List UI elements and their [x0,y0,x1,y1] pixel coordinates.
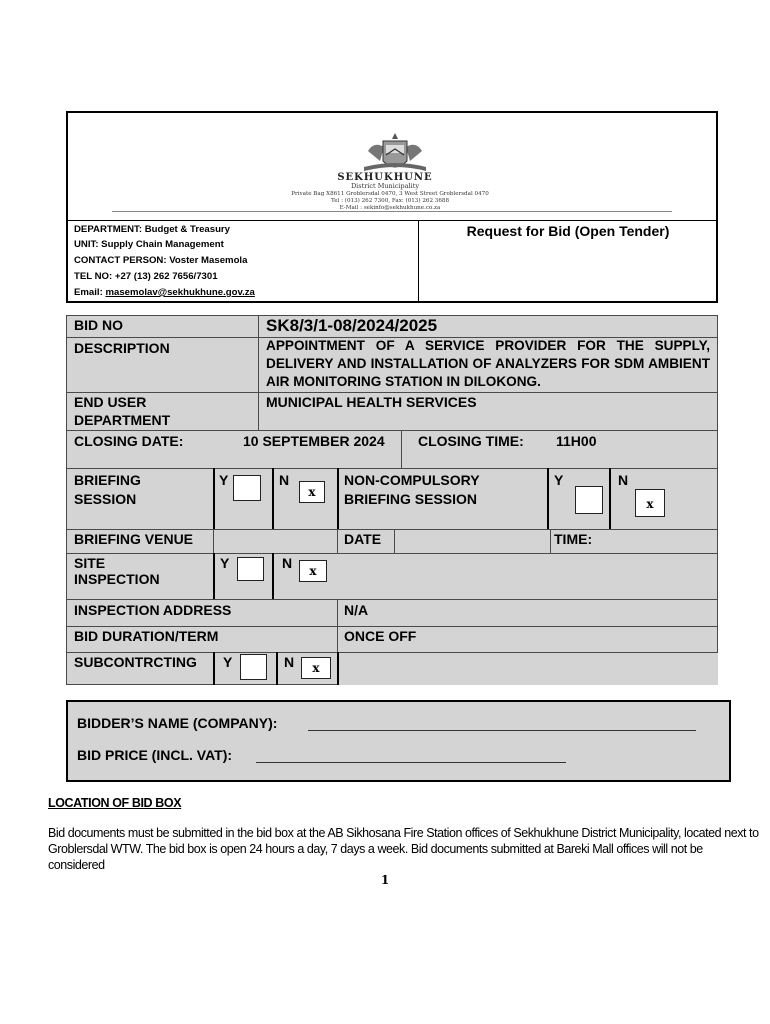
column-divider [272,468,274,529]
email-label: Email: [74,287,106,298]
closing-time-label: CLOSING TIME: [418,433,524,449]
site-inspection-no-checkbox[interactable]: x [299,560,327,582]
briefing-venue-label: BRIEFING VENUE [74,531,194,547]
column-divider [213,529,214,553]
column-divider [547,468,549,529]
column-divider [394,529,395,553]
subcontracting-yes-checkbox[interactable] [240,654,267,680]
org-subtitle: District Municipality [350,182,420,190]
non-compulsory-label-line1: NON-COMPULSORY [344,472,480,488]
briefing-session-label-line1: BRIEFING [74,472,141,488]
site-inspection-no-label: N [282,555,293,571]
row-divider [66,684,338,685]
inspection-address-value: N/A [344,602,369,618]
site-inspection-label-line1: SITE [74,555,106,571]
page-number: 1 [380,873,390,887]
row-divider [66,430,718,431]
non-compulsory-no-checkbox[interactable]: x [635,489,665,517]
bid-no-label: BID NO [74,317,123,333]
closing-time-value: 11H00 [556,433,597,449]
column-divider [66,315,67,685]
column-divider [272,553,274,599]
end-user-label-line1: END USER [74,394,147,410]
column-divider [337,468,339,529]
email-row [74,287,255,298]
bid-duration-label: BID DURATION/TERM [74,628,219,644]
site-inspection-label-line2: INSPECTION [74,571,160,587]
phone-fax-line: Tel : (013) 262 7300, Fax: (013) 262 3688 [330,198,450,204]
bid-price-label: BID PRICE (INCL. VAT): [77,747,233,763]
bid-duration-value: ONCE OFF [344,628,417,644]
row-divider [66,468,718,469]
column-divider [276,652,278,685]
column-divider [401,430,402,468]
subcontracting-no-checkbox[interactable]: x [301,657,331,679]
unit-text: UNIT: Supply Chain Management [74,239,224,250]
email-line: E-Mail : sekinfo@sekhukhune.co.za [339,205,441,211]
briefing-no-checkbox[interactable]: x [299,481,325,503]
column-divider [258,315,259,430]
row-divider [66,599,718,600]
location-body-text: Bid documents must be submitted in the bid box at the AB Sikhosana Fire Station offices of Sekhukhune District Municipality, located next to Groblersdal WTW. The bid box is open 24 hours a day, 7 days a week. Bid documents submitted at Bareki Mall offices will not be considered [48,826,759,872]
row-divider [66,553,718,554]
row-divider [66,392,718,393]
non-compulsory-yes-checkbox[interactable] [575,486,603,514]
address-line: Private Bag X8611 Groblersdal 0470, 3 West Street Groblersdal 0470 [291,191,489,197]
time-label: TIME: [554,531,593,547]
column-divider [337,599,338,653]
column-divider [337,652,339,685]
bid-details-table [66,315,718,685]
briefing-yes-checkbox[interactable] [233,475,261,501]
briefing-yes-label: Y [219,472,229,488]
end-user-value: MUNICIPAL HEALTH SERVICES [266,394,477,410]
row-divider [66,529,718,530]
bidder-name-field[interactable] [308,730,696,731]
bid-price-field[interactable] [256,762,566,763]
closing-date-value: 10 SEPTEMBER 2024 [243,433,385,449]
closing-date-label: CLOSING DATE: [74,433,184,449]
date-label: DATE [344,531,382,547]
location-heading: LOCATION OF BID BOX [48,796,182,810]
row-divider [66,626,718,627]
briefing-no-label: N [279,472,290,488]
letterhead-divider [112,211,672,212]
bid-no-value: SK8/3/1-08/2024/2025 [266,316,438,335]
subcontracting-no-label: N [284,654,295,670]
column-divider [609,468,611,529]
column-divider [717,315,718,653]
end-user-label-line2: DEPARTMENT [74,412,171,428]
email-link[interactable]: masemolav@sekhukhune.gov.za [105,287,255,298]
request-for-bid-title: Request for Bid (Open Tender) [466,223,670,239]
telephone-text: TEL NO: +27 (13) 262 7656/7301 [74,271,218,282]
description-label: DESCRIPTION [74,340,170,356]
column-divider [213,468,215,529]
contact-divider-horizontal [67,220,717,221]
non-compulsory-label-line2: BRIEFING SESSION [344,491,478,507]
column-divider [550,529,551,553]
subcontracting-yes-label: Y [223,654,233,670]
bidder-details-box [66,700,731,782]
bidder-name-label: BIDDER’S NAME (COMPANY): [77,715,278,731]
description-value: APPOINTMENT OF A SERVICE PROVIDER FOR THE SUPPLY, DELIVERY AND INSTALLATION OF ANALYZERS FOR SDM AMBIENT AIR MONITORING STATION IN DILOKONG. [266,338,710,389]
briefing-session-label-line2: SESSION [74,491,137,507]
non-compulsory-no-label: N [618,472,629,488]
site-inspection-yes-checkbox[interactable] [237,557,264,581]
department-text: DEPARTMENT: Budget & Treasury [74,224,231,235]
column-divider [213,553,215,599]
org-name: SEKHUKHUNE [337,172,433,183]
site-inspection-yes-label: Y [220,555,230,571]
column-divider [213,652,215,685]
non-compulsory-yes-label: Y [554,472,564,488]
row-divider [66,652,718,653]
inspection-address-label: INSPECTION ADDRESS [74,602,232,618]
column-divider [337,529,338,553]
contact-person-text: CONTACT PERSON: Voster Masemola [74,255,248,266]
subcontracting-label: SUBCONTRCTING [74,654,197,670]
